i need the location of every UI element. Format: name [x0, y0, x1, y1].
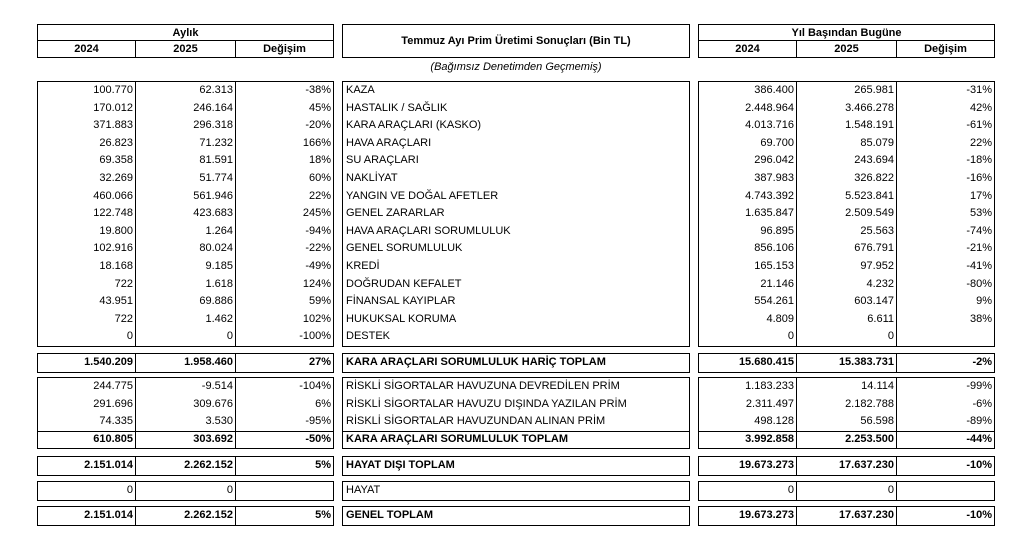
- ytd-ychg-cell: 9%: [976, 295, 992, 308]
- section-5-ytd-block: [698, 506, 995, 526]
- table-row: [699, 354, 994, 372]
- monthly-m2025-cell: 423.683: [193, 207, 233, 220]
- ytd-ychg-cell: 53%: [969, 207, 992, 220]
- table-row: [699, 457, 994, 475]
- ytd-y2024-cell: 296.042: [754, 154, 794, 167]
- table-row: [343, 258, 689, 276]
- table-row: [38, 276, 333, 294]
- monthly-mchg-cell: 5%: [315, 459, 331, 471]
- monthly-mchg-cell: -49%: [305, 260, 331, 272]
- row-label: RİSKLİ SİGORTALAR HAVUZUNDAN ALINAN PRİM: [346, 415, 606, 428]
- monthly-m2024-cell: 32.269: [99, 172, 133, 184]
- table-row: [343, 240, 689, 258]
- monthly-m2024-cell: 100.770: [93, 84, 133, 96]
- ytd-y2025-cell: 3.466.278: [845, 101, 894, 114]
- monthly-m2024-cell: 19.800: [99, 224, 133, 237]
- table-row: [699, 311, 994, 329]
- monthly-mchg-cell: [236, 482, 331, 500]
- row-label: KARA ARAÇLARI SORUMLULUK TOPLAM: [346, 432, 569, 445]
- row-label: KARA ARAÇLARI (KASKO): [346, 119, 482, 132]
- monthly-m2025-cell: 80.024: [199, 242, 233, 255]
- monthly-m2024-cell: 170.012: [93, 101, 133, 114]
- monthly-mchg-cell: -22%: [305, 242, 331, 255]
- ytd-y2024-cell: 21.146: [760, 277, 794, 290]
- ytd-y2024-cell: 19.673.273: [738, 459, 794, 471]
- monthly-mchg-cell: -95%: [305, 415, 331, 428]
- row-label: HAYAT: [346, 484, 381, 496]
- table-row: [38, 378, 333, 396]
- ytd-y2025-cell: 243.694: [854, 154, 894, 167]
- audit-note: (Bağımsız Denetimden Geçmemiş): [430, 61, 602, 73]
- ytd-y2024-cell: 69.700: [760, 136, 794, 149]
- monthly-mchg-cell: -100%: [299, 330, 331, 343]
- row-label: SU ARAÇLARI: [346, 154, 419, 167]
- section-4-label-block: [342, 481, 690, 501]
- table-row: [38, 396, 333, 414]
- row-label: HAYAT DIŞI TOPLAM: [346, 459, 455, 471]
- row-label: GENEL ZARARLAR: [346, 207, 445, 220]
- section-2-ytd-block: [698, 377, 995, 449]
- ytd-y2024-cell: 15.680.415: [738, 356, 794, 368]
- table-row: [699, 100, 994, 118]
- row-label: HASTALIK / SAĞLIK: [346, 101, 448, 114]
- monthly-m2025-cell: 1.264: [205, 224, 233, 237]
- ytd-y2025-cell: 4.232: [866, 277, 894, 290]
- ytd-col-change-label: Değişim: [924, 43, 967, 55]
- monthly-m2025-cell: 2.262.152: [184, 459, 233, 471]
- ytd-y2024-cell: 4.809: [766, 312, 794, 325]
- ytd-y2025-cell: 85.079: [860, 136, 894, 149]
- ytd-y2024-cell: 498.128: [754, 415, 794, 428]
- ytd-y2024-cell: 3.992.858: [745, 432, 794, 445]
- row-label: HUKUKSAL KORUMA: [346, 312, 457, 325]
- table-row: [38, 240, 333, 258]
- table-row: [38, 507, 333, 525]
- ytd-ychg-cell: -99%: [966, 380, 992, 392]
- table-row: [699, 378, 994, 396]
- monthly-mchg-cell: -50%: [305, 432, 331, 445]
- monthly-m2024-cell: 244.775: [93, 380, 133, 392]
- monthly-m2025-cell: 246.164: [193, 101, 233, 114]
- monthly-col-change-label: Değişim: [263, 43, 306, 55]
- ytd-y2024-cell: 165.153: [754, 260, 794, 272]
- monthly-m2024-cell: 2.151.014: [84, 459, 133, 471]
- ytd-ychg-cell: [897, 482, 992, 500]
- row-label: HAVA ARAÇLARI SORUMLULUK: [346, 224, 511, 237]
- section-1-label-block: [342, 353, 690, 373]
- monthly-m2024-cell: 0: [126, 484, 133, 496]
- table-row: [699, 205, 994, 223]
- table-row: [699, 276, 994, 294]
- table-row: [38, 205, 333, 223]
- table-row: [38, 152, 333, 170]
- section-0-ytd-block: [698, 81, 995, 347]
- ytd-y2025-cell: 17.637.230: [838, 509, 894, 521]
- monthly-col-2024-label: 2024: [74, 43, 99, 55]
- ytd-y2025-cell: 2.253.500: [845, 432, 894, 445]
- monthly-m2025-cell: 1.958.460: [184, 356, 233, 368]
- monthly-mchg-cell: 166%: [302, 136, 331, 149]
- monthly-col-2025-label: 2025: [173, 43, 198, 55]
- monthly-mchg-cell: 18%: [308, 154, 331, 167]
- ytd-ychg-cell: -44%: [966, 432, 992, 445]
- ytd-ychg-cell: -10%: [966, 509, 992, 521]
- section-5-label-block: [342, 506, 690, 526]
- row-label: HAVA ARAÇLARI: [346, 136, 432, 149]
- monthly-m2025-cell: 71.232: [199, 136, 233, 149]
- ytd-ychg-cell: [897, 328, 992, 346]
- monthly-m2025-cell: 9.185: [205, 260, 233, 272]
- monthly-mchg-cell: 27%: [308, 356, 331, 368]
- row-label: KREDİ: [346, 260, 380, 272]
- ytd-y2024-cell: 2.311.497: [745, 397, 794, 410]
- table-row: [38, 354, 333, 372]
- monthly-m2025-cell: 309.676: [193, 397, 233, 410]
- monthly-m2025-cell: 0: [226, 484, 233, 496]
- monthly-m2024-cell: 0: [126, 330, 133, 343]
- ytd-col-2024-header: [698, 40, 797, 58]
- ytd-ychg-cell: -74%: [966, 224, 992, 237]
- monthly-m2025-cell: 0: [226, 330, 233, 343]
- monthly-m2024-cell: 18.168: [99, 260, 133, 272]
- ytd-y2025-cell: 14.114: [861, 380, 894, 392]
- monthly-col-change-header: [235, 40, 334, 58]
- ytd-y2024-cell: 0: [787, 484, 794, 496]
- section-3-monthly-block: [37, 456, 334, 476]
- table-row: [343, 311, 689, 329]
- section-4-monthly-block: [37, 481, 334, 501]
- monthly-m2024-cell: 69.358: [99, 154, 133, 167]
- ytd-ychg-cell: -6%: [972, 397, 992, 410]
- table-row: [699, 507, 994, 525]
- ytd-y2025-cell: 676.791: [854, 242, 894, 255]
- row-label: FİNANSAL KAYIPLAR: [346, 295, 456, 308]
- table-row: [38, 457, 333, 475]
- table-row: [343, 457, 689, 475]
- ytd-y2025-cell: 25.563: [860, 224, 894, 237]
- monthly-mchg-cell: -104%: [299, 380, 331, 392]
- monthly-mchg-cell: 45%: [308, 101, 331, 114]
- table-row: [343, 431, 689, 449]
- ytd-y2025-cell: 5.523.841: [845, 189, 894, 202]
- ytd-y2024-cell: 4.013.716: [745, 119, 794, 132]
- table-row: [343, 413, 689, 431]
- table-row: [343, 354, 689, 372]
- table-row: [343, 507, 689, 525]
- monthly-m2024-cell: 1.540.209: [84, 356, 133, 368]
- table-row: [38, 82, 333, 100]
- ytd-y2024-cell: 1.635.847: [745, 207, 794, 220]
- table-row: [699, 170, 994, 188]
- section-2-label-block: [342, 377, 690, 449]
- row-label: YANGIN VE DOĞAL AFETLER: [346, 189, 499, 202]
- ytd-y2024-cell: 856.106: [754, 242, 794, 255]
- ytd-y2025-cell: 15.383.731: [838, 356, 894, 368]
- ytd-y2025-cell: 265.981: [854, 84, 894, 96]
- table-row: [699, 188, 994, 206]
- monthly-m2025-cell: 303.692: [193, 432, 233, 445]
- section-0-monthly-block: [37, 81, 334, 347]
- row-label: NAKLİYAT: [346, 172, 398, 184]
- ytd-y2024-cell: 4.743.392: [745, 189, 794, 202]
- table-row: [38, 413, 333, 431]
- table-row: [343, 188, 689, 206]
- table-row: [699, 135, 994, 153]
- ytd-y2025-cell: 2.182.788: [845, 397, 894, 410]
- ytd-ychg-cell: -21%: [966, 242, 992, 255]
- table-row: [38, 328, 333, 346]
- ytd-y2025-cell: 97.952: [860, 260, 894, 272]
- ytd-y2024-cell: 2.448.964: [745, 101, 794, 114]
- row-label: GENEL TOPLAM: [346, 509, 433, 521]
- monthly-m2025-cell: 3.530: [205, 415, 233, 428]
- ytd-y2025-cell: 1.548.191: [845, 119, 894, 132]
- section-1-monthly-block: [37, 353, 334, 373]
- monthly-mchg-cell: 245%: [302, 207, 331, 220]
- table-row: [38, 100, 333, 118]
- table-row: [343, 152, 689, 170]
- ytd-ychg-cell: 22%: [969, 136, 992, 149]
- row-label: RİSKLİ SİGORTALAR HAVUZUNA DEVREDİLEN PRİM: [346, 380, 620, 392]
- ytd-ychg-cell: -89%: [966, 415, 992, 428]
- table-row: [699, 328, 994, 346]
- table-row: [699, 152, 994, 170]
- ytd-ychg-cell: -10%: [966, 459, 992, 471]
- monthly-m2024-cell: 26.823: [99, 136, 133, 149]
- table-row: [343, 396, 689, 414]
- table-row: [343, 378, 689, 396]
- table-row: [38, 293, 333, 311]
- ytd-y2025-cell: 2.509.549: [845, 207, 894, 220]
- section-4-ytd-block: [698, 481, 995, 501]
- table-row: [343, 100, 689, 118]
- ytd-y2024-cell: 0: [787, 330, 794, 343]
- row-label: RİSKLİ SİGORTALAR HAVUZU DIŞINDA YAZILAN PRİM: [346, 397, 627, 410]
- monthly-m2025-cell: 1.618: [205, 277, 233, 290]
- table-row: [699, 258, 994, 276]
- monthly-m2024-cell: 122.748: [93, 207, 133, 220]
- table-row: [343, 117, 689, 135]
- table-row: [699, 396, 994, 414]
- section-1-ytd-block: [698, 353, 995, 373]
- monthly-mchg-cell: 5%: [315, 509, 331, 521]
- ytd-ychg-cell: -61%: [966, 119, 992, 132]
- section-2-monthly-block: [37, 377, 334, 449]
- ytd-ychg-cell: -18%: [966, 154, 992, 167]
- ytd-y2024-cell: 387.983: [754, 172, 794, 184]
- table-row: [699, 431, 994, 449]
- table-row: [343, 482, 689, 500]
- monthly-group-title: Aylık: [172, 27, 199, 39]
- section-0-label-block: [342, 81, 690, 347]
- monthly-m2024-cell: 2.151.014: [84, 509, 133, 521]
- section-5-monthly-block: [37, 506, 334, 526]
- monthly-m2025-cell: -9.514: [201, 380, 233, 392]
- ytd-group-title: Yıl Başından Bugüne: [791, 27, 902, 39]
- row-label: GENEL SORUMLULUK: [346, 242, 463, 255]
- table-row: [343, 223, 689, 241]
- monthly-m2024-cell: 460.066: [93, 189, 133, 202]
- ytd-y2025-cell: 6.611: [867, 312, 894, 325]
- monthly-m2024-cell: 102.916: [93, 242, 133, 255]
- monthly-mchg-cell: -20%: [305, 119, 331, 132]
- monthly-m2025-cell: 296.318: [193, 119, 233, 132]
- table-row: [343, 276, 689, 294]
- table-row: [699, 223, 994, 241]
- ytd-y2024-cell: 386.400: [754, 84, 794, 96]
- ytd-ychg-cell: -31%: [966, 84, 992, 96]
- ytd-y2024-cell: 96.895: [760, 224, 794, 237]
- section-3-ytd-block: [698, 456, 995, 476]
- table-row: [699, 413, 994, 431]
- monthly-m2024-cell: 722: [114, 312, 133, 325]
- table-row: [38, 188, 333, 206]
- monthly-m2024-cell: 43.951: [99, 295, 133, 308]
- ytd-col-change-header: [896, 40, 995, 58]
- ytd-y2024-cell: 19.673.273: [738, 509, 794, 521]
- ytd-ychg-cell: 38%: [969, 312, 992, 325]
- monthly-mchg-cell: 124%: [302, 277, 331, 290]
- table-row: [38, 431, 333, 449]
- ytd-col-2024-label: 2024: [735, 43, 760, 55]
- ytd-ychg-cell: 17%: [969, 189, 992, 202]
- monthly-mchg-cell: -94%: [305, 224, 331, 237]
- monthly-m2024-cell: 371.883: [93, 119, 133, 132]
- table-row: [699, 117, 994, 135]
- table-row: [699, 82, 994, 100]
- table-row: [343, 328, 689, 346]
- table-row: [343, 205, 689, 223]
- ytd-y2024-cell: 1.183.233: [745, 380, 794, 392]
- monthly-group-header: [37, 24, 334, 41]
- ytd-col-2025-header: [796, 40, 897, 58]
- table-row: [699, 482, 994, 500]
- monthly-mchg-cell: 102%: [302, 312, 331, 325]
- ytd-y2025-cell: 56.598: [860, 415, 894, 428]
- ytd-ychg-cell: -2%: [972, 356, 992, 368]
- table-row: [343, 135, 689, 153]
- table-row: [38, 258, 333, 276]
- report-title: Temmuz Ayı Prim Üretimi Sonuçları (Bin TL): [401, 35, 631, 47]
- ytd-ychg-cell: -41%: [966, 260, 992, 272]
- monthly-col-2024-header: [37, 40, 136, 58]
- monthly-mchg-cell: -38%: [305, 84, 331, 96]
- table-row: [343, 82, 689, 100]
- row-label: KARA ARAÇLARI SORUMLULUK HARİÇ TOPLAM: [346, 356, 606, 368]
- monthly-m2024-cell: 722: [114, 277, 133, 290]
- monthly-m2025-cell: 561.946: [193, 189, 233, 202]
- ytd-y2025-cell: 0: [887, 484, 894, 496]
- monthly-mchg-cell: 59%: [308, 295, 331, 308]
- ytd-y2024-cell: 554.261: [754, 295, 794, 308]
- table-row: [343, 293, 689, 311]
- report-title-box: [342, 24, 690, 58]
- table-row: [343, 170, 689, 188]
- monthly-m2024-cell: 74.335: [99, 415, 133, 428]
- row-label: DOĞRUDAN KEFALET: [346, 277, 462, 290]
- row-label: DESTEK: [346, 330, 391, 343]
- ytd-y2025-cell: 603.147: [854, 295, 894, 308]
- monthly-m2025-cell: 1.462: [205, 312, 233, 325]
- monthly-m2024-cell: 291.696: [93, 397, 133, 410]
- monthly-col-2025-header: [135, 40, 236, 58]
- ytd-group-header: [698, 24, 995, 41]
- ytd-y2025-cell: 326.822: [854, 172, 894, 184]
- table-row: [38, 117, 333, 135]
- monthly-m2025-cell: 62.313: [199, 84, 233, 96]
- table-row: [38, 482, 333, 500]
- ytd-y2025-cell: 0: [887, 330, 894, 343]
- ytd-ychg-cell: -16%: [966, 172, 992, 184]
- ytd-y2025-cell: 17.637.230: [838, 459, 894, 471]
- ytd-col-2025-label: 2025: [834, 43, 859, 55]
- monthly-mchg-cell: 60%: [308, 172, 331, 184]
- table-row: [699, 240, 994, 258]
- ytd-ychg-cell: 42%: [969, 101, 992, 114]
- table-row: [38, 311, 333, 329]
- ytd-ychg-cell: -80%: [966, 277, 992, 290]
- table-row: [38, 170, 333, 188]
- monthly-mchg-cell: 6%: [315, 397, 331, 410]
- table-row: [699, 293, 994, 311]
- table-row: [38, 223, 333, 241]
- monthly-m2025-cell: 69.886: [199, 295, 233, 308]
- monthly-m2024-cell: 610.805: [93, 432, 133, 445]
- monthly-m2025-cell: 51.774: [199, 172, 233, 184]
- monthly-m2025-cell: 81.591: [199, 154, 233, 167]
- table-row: [38, 135, 333, 153]
- monthly-mchg-cell: 22%: [308, 189, 331, 202]
- monthly-m2025-cell: 2.262.152: [184, 509, 233, 521]
- section-3-label-block: [342, 456, 690, 476]
- row-label: KAZA: [346, 84, 375, 96]
